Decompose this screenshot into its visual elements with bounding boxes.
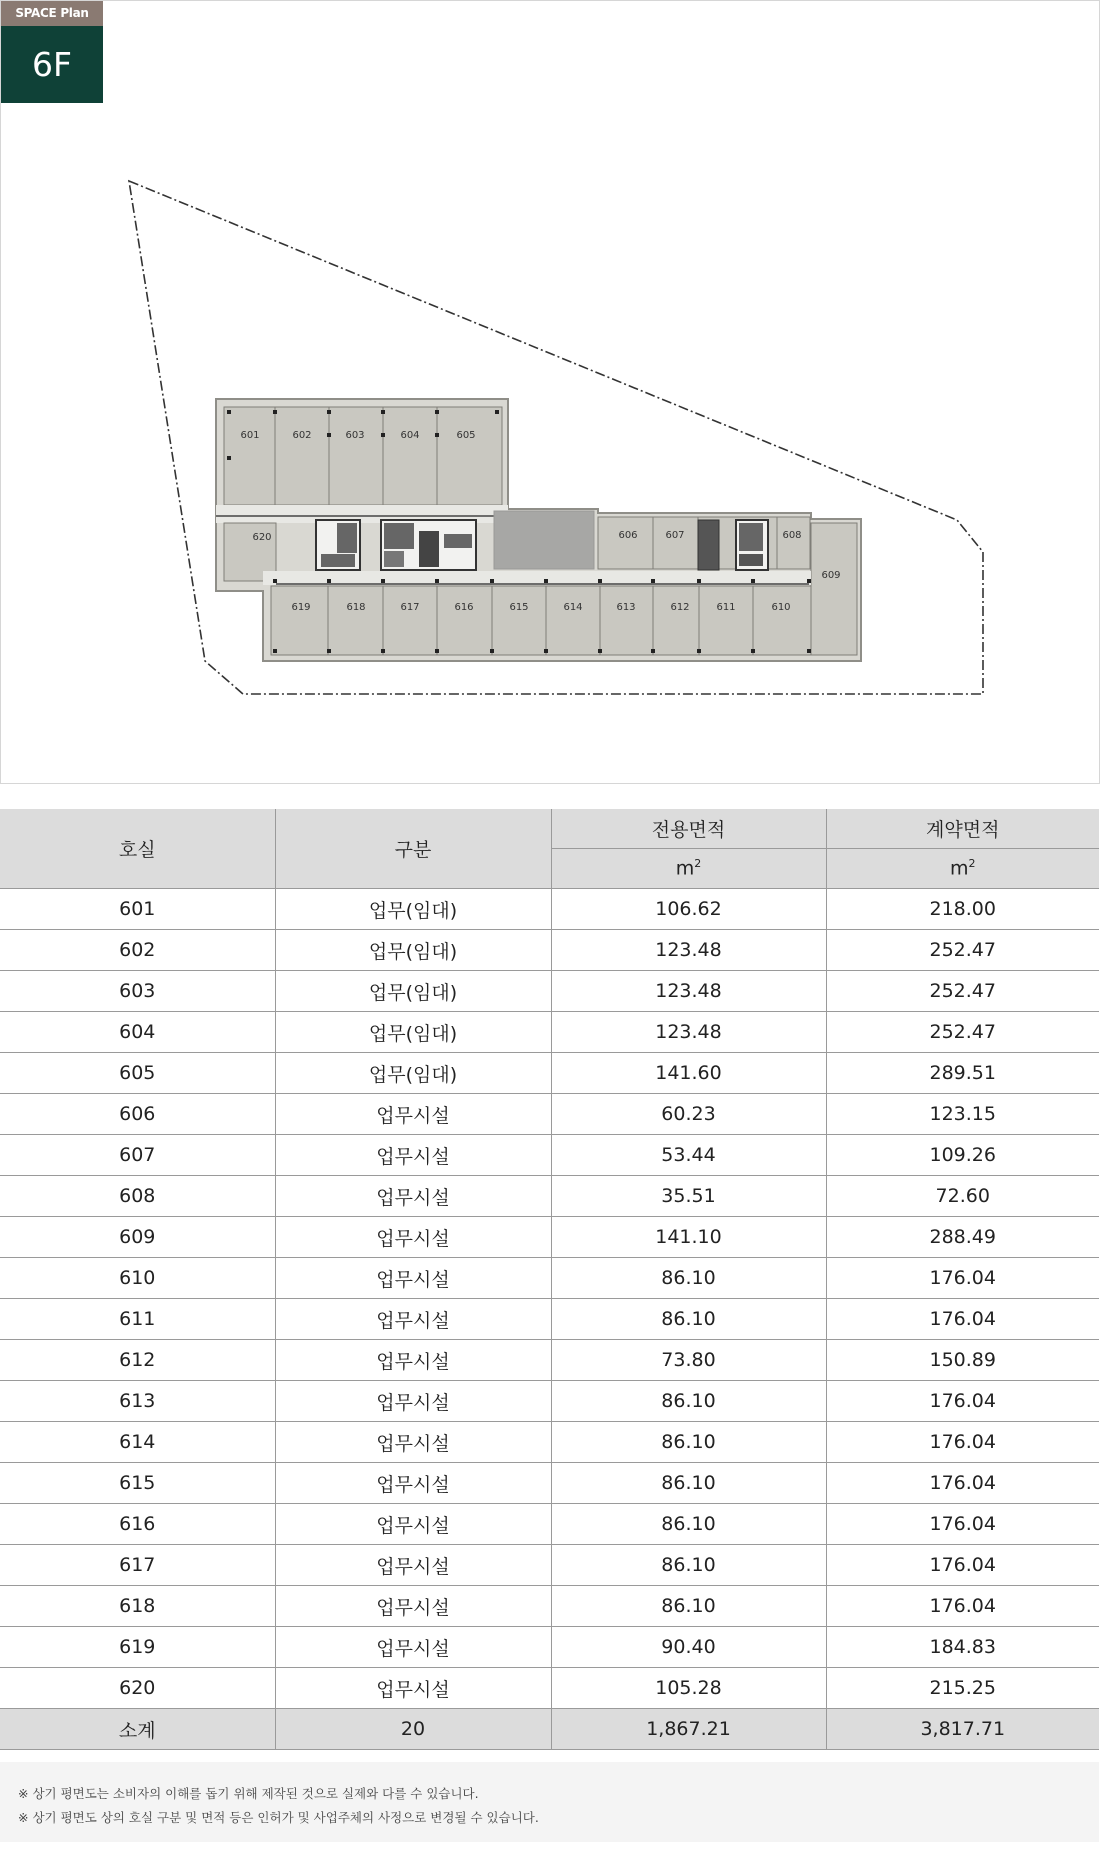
cell-category: 업무(임대) bbox=[275, 930, 551, 971]
table-row bbox=[0, 1176, 1099, 1217]
floor-plan-panel bbox=[0, 0, 1100, 784]
cell-category: 업무시설 bbox=[275, 1135, 551, 1176]
header-contract-area: 계약면적 bbox=[826, 809, 1099, 849]
cell-contract-area: 176.04 bbox=[826, 1463, 1099, 1504]
cell-category: 업무시설 bbox=[275, 1422, 551, 1463]
cell-contract-area: 184.83 bbox=[826, 1627, 1099, 1668]
unit-block-bottom bbox=[271, 586, 811, 655]
table-row bbox=[0, 1586, 1099, 1627]
cell-exclusive-area: 123.48 bbox=[551, 930, 826, 971]
cell-category: 업무(임대) bbox=[275, 1053, 551, 1094]
cell-room: 605 bbox=[0, 1053, 275, 1094]
cell-contract-area: 289.51 bbox=[826, 1053, 1099, 1094]
cell-contract-area: 123.15 bbox=[826, 1094, 1099, 1135]
unit-block-top bbox=[224, 407, 502, 505]
cell-room: 614 bbox=[0, 1422, 275, 1463]
cell-contract-area: 176.04 bbox=[826, 1545, 1099, 1586]
atrium bbox=[494, 511, 594, 569]
cell-contract-area: 150.89 bbox=[826, 1340, 1099, 1381]
cell-room: 601 bbox=[0, 889, 275, 930]
table-row bbox=[0, 1053, 1099, 1094]
cell-exclusive-area: 86.10 bbox=[551, 1504, 826, 1545]
room-label: 602 bbox=[292, 430, 312, 441]
table-row bbox=[0, 1668, 1099, 1709]
cell-contract-area: 176.04 bbox=[826, 1299, 1099, 1340]
cell-room: 612 bbox=[0, 1340, 275, 1381]
cell-exclusive-area: 86.10 bbox=[551, 1299, 826, 1340]
cell-contract-area: 109.26 bbox=[826, 1135, 1099, 1176]
total-count: 20 bbox=[275, 1709, 551, 1750]
table-row bbox=[0, 1217, 1099, 1258]
cell-exclusive-area: 141.60 bbox=[551, 1053, 826, 1094]
cell-contract-area: 176.04 bbox=[826, 1504, 1099, 1545]
cell-room: 608 bbox=[0, 1176, 275, 1217]
total-row bbox=[0, 1709, 1099, 1750]
cell-category: 업무(임대) bbox=[275, 971, 551, 1012]
cell-exclusive-area: 86.10 bbox=[551, 1258, 826, 1299]
table-row bbox=[0, 1094, 1099, 1135]
table-row bbox=[0, 1299, 1099, 1340]
room-label: 605 bbox=[456, 430, 476, 441]
cell-exclusive-area: 60.23 bbox=[551, 1094, 826, 1135]
cell-exclusive-area: 86.10 bbox=[551, 1586, 826, 1627]
room-label: 601 bbox=[240, 430, 260, 441]
room-label: 618 bbox=[346, 602, 366, 613]
room-label: 614 bbox=[563, 602, 583, 613]
unit-square-meter: $m^2$ bbox=[551, 849, 826, 889]
table-row bbox=[0, 1504, 1099, 1545]
table-row bbox=[0, 1381, 1099, 1422]
room-label: 603 bbox=[345, 430, 365, 441]
table-row bbox=[0, 971, 1099, 1012]
floor-badge: 6F bbox=[1, 26, 103, 103]
cell-exclusive-area: 35.51 bbox=[551, 1176, 826, 1217]
cell-category: 업무시설 bbox=[275, 1094, 551, 1135]
disclaimer-notes bbox=[0, 1762, 1099, 1842]
cell-category: 업무시설 bbox=[275, 1381, 551, 1422]
space-plan-badge: SPACE Plan bbox=[1, 1, 103, 26]
cell-category: 업무시설 bbox=[275, 1586, 551, 1627]
unit-square-meter: $m^2$ bbox=[826, 849, 1099, 889]
table-row bbox=[0, 1463, 1099, 1504]
cell-exclusive-area: 105.28 bbox=[551, 1668, 826, 1709]
cell-exclusive-area: 86.10 bbox=[551, 1381, 826, 1422]
cell-category: 업무시설 bbox=[275, 1463, 551, 1504]
table-row bbox=[0, 1422, 1099, 1463]
total-exclusive: 1,867.21 bbox=[551, 1709, 826, 1750]
cell-category: 업무시설 bbox=[275, 1217, 551, 1258]
cell-exclusive-area: 86.10 bbox=[551, 1422, 826, 1463]
unit-area-table bbox=[0, 809, 1099, 1750]
table-row bbox=[0, 889, 1099, 930]
cell-exclusive-area: 86.10 bbox=[551, 1545, 826, 1586]
room-label: 612 bbox=[670, 602, 690, 613]
table-body bbox=[0, 889, 1099, 1709]
room-label: 610 bbox=[771, 602, 791, 613]
cell-category: 업무시설 bbox=[275, 1545, 551, 1586]
cell-category: 업무(임대) bbox=[275, 1012, 551, 1053]
cell-contract-area: 252.47 bbox=[826, 971, 1099, 1012]
cell-room: 603 bbox=[0, 971, 275, 1012]
cell-room: 611 bbox=[0, 1299, 275, 1340]
cell-exclusive-area: 123.48 bbox=[551, 1012, 826, 1053]
header-room: 호실 bbox=[0, 809, 275, 889]
room-label: 606 bbox=[618, 530, 638, 541]
cell-contract-area: 72.60 bbox=[826, 1176, 1099, 1217]
floor-plan-drawing bbox=[1, 1, 1099, 783]
cell-contract-area: 215.25 bbox=[826, 1668, 1099, 1709]
cell-room: 606 bbox=[0, 1094, 275, 1135]
cell-exclusive-area: 141.10 bbox=[551, 1217, 826, 1258]
cell-room: 616 bbox=[0, 1504, 275, 1545]
core-right-1 bbox=[698, 520, 719, 570]
unit-609 bbox=[811, 523, 857, 655]
cell-room: 613 bbox=[0, 1381, 275, 1422]
cell-category: 업무시설 bbox=[275, 1176, 551, 1217]
room-label: 619 bbox=[291, 602, 311, 613]
cell-category: 업무시설 bbox=[275, 1299, 551, 1340]
cell-contract-area: 288.49 bbox=[826, 1217, 1099, 1258]
table-row bbox=[0, 1340, 1099, 1381]
total-label: 소계 bbox=[0, 1709, 275, 1750]
disclaimer-note: ※ 상기 평면도는 소비자의 이해를 돕기 위해 제작된 것으로 실제와 다를 수 있습니다. bbox=[18, 1786, 479, 1801]
cell-room: 617 bbox=[0, 1545, 275, 1586]
table-row bbox=[0, 1012, 1099, 1053]
room-label: 613 bbox=[616, 602, 636, 613]
cell-exclusive-area: 123.48 bbox=[551, 971, 826, 1012]
table-row bbox=[0, 930, 1099, 971]
cell-category: 업무시설 bbox=[275, 1340, 551, 1381]
cell-contract-area: 176.04 bbox=[826, 1381, 1099, 1422]
room-label: 616 bbox=[454, 602, 474, 613]
cell-exclusive-area: 90.40 bbox=[551, 1627, 826, 1668]
cell-category: 업무시설 bbox=[275, 1668, 551, 1709]
cell-contract-area: 176.04 bbox=[826, 1258, 1099, 1299]
cell-exclusive-area: 106.62 bbox=[551, 889, 826, 930]
header-exclusive-area: 전용면적 bbox=[551, 809, 826, 849]
cell-room: 610 bbox=[0, 1258, 275, 1299]
room-label: 617 bbox=[400, 602, 420, 613]
header-category: 구분 bbox=[275, 809, 551, 889]
cell-exclusive-area: 73.80 bbox=[551, 1340, 826, 1381]
cell-room: 615 bbox=[0, 1463, 275, 1504]
cell-category: 업무시설 bbox=[275, 1504, 551, 1545]
cell-room: 604 bbox=[0, 1012, 275, 1053]
total-contract: 3,817.71 bbox=[826, 1709, 1099, 1750]
table-row bbox=[0, 1627, 1099, 1668]
room-label: 608 bbox=[782, 530, 802, 541]
cell-exclusive-area: 86.10 bbox=[551, 1463, 826, 1504]
cell-room: 618 bbox=[0, 1586, 275, 1627]
cell-room: 609 bbox=[0, 1217, 275, 1258]
cell-category: 업무시설 bbox=[275, 1627, 551, 1668]
table-row bbox=[0, 1135, 1099, 1176]
cell-exclusive-area: 53.44 bbox=[551, 1135, 826, 1176]
room-label: 609 bbox=[821, 570, 841, 581]
room-label: 615 bbox=[509, 602, 529, 613]
corridor-bottom bbox=[263, 571, 811, 585]
room-label: 611 bbox=[716, 602, 736, 613]
cell-contract-area: 176.04 bbox=[826, 1422, 1099, 1463]
cell-contract-area: 176.04 bbox=[826, 1586, 1099, 1627]
disclaimer-note: ※ 상기 평면도 상의 호실 구분 및 면적 등은 인허가 및 사업주체의 사정으로 변경될 수 있습니다. bbox=[18, 1810, 539, 1825]
cell-category: 업무시설 bbox=[275, 1258, 551, 1299]
cell-room: 619 bbox=[0, 1627, 275, 1668]
cell-contract-area: 218.00 bbox=[826, 889, 1099, 930]
cell-room: 602 bbox=[0, 930, 275, 971]
cell-room: 620 bbox=[0, 1668, 275, 1709]
cell-contract-area: 252.47 bbox=[826, 1012, 1099, 1053]
room-label: 620 bbox=[252, 532, 272, 543]
table-row bbox=[0, 1545, 1099, 1586]
room-label: 604 bbox=[400, 430, 420, 441]
room-label: 607 bbox=[665, 530, 685, 541]
cell-room: 607 bbox=[0, 1135, 275, 1176]
cell-category: 업무(임대) bbox=[275, 889, 551, 930]
cell-contract-area: 252.47 bbox=[826, 930, 1099, 971]
table-row bbox=[0, 1258, 1099, 1299]
